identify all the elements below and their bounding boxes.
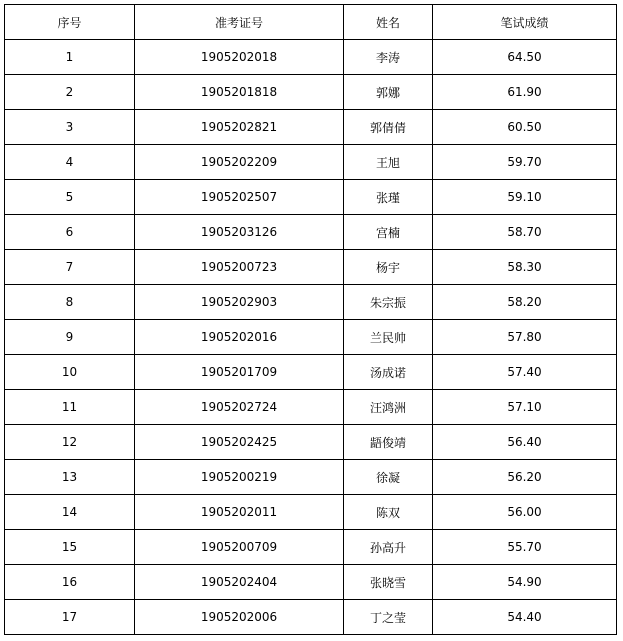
cell-name: 陈双 <box>344 495 433 530</box>
header-name: 姓名 <box>344 5 433 40</box>
cell-exam-id: 1905202016 <box>135 320 344 355</box>
table-row <box>5 495 617 530</box>
cell-score: 57.40 <box>433 355 617 390</box>
cell-name: 杨宇 <box>344 250 433 285</box>
cell-seq: 11 <box>5 390 135 425</box>
cell-name: 张瑾 <box>344 180 433 215</box>
table-row <box>5 75 617 110</box>
table-row <box>5 530 617 565</box>
cell-score: 57.80 <box>433 320 617 355</box>
table-row <box>5 320 617 355</box>
cell-exam-id: 1905200219 <box>135 460 344 495</box>
cell-seq: 12 <box>5 425 135 460</box>
table-header-row <box>5 5 617 40</box>
score-table-container <box>4 4 617 635</box>
cell-name: 徐凝 <box>344 460 433 495</box>
cell-score: 54.40 <box>433 600 617 635</box>
cell-exam-id: 1905200709 <box>135 530 344 565</box>
table-row <box>5 110 617 145</box>
table-row <box>5 180 617 215</box>
cell-name: 汤成诺 <box>344 355 433 390</box>
cell-name: 郭倩倩 <box>344 110 433 145</box>
cell-name: 朱宗振 <box>344 285 433 320</box>
cell-seq: 9 <box>5 320 135 355</box>
cell-seq: 10 <box>5 355 135 390</box>
cell-score: 56.20 <box>433 460 617 495</box>
cell-exam-id: 1905202011 <box>135 495 344 530</box>
cell-exam-id: 1905201818 <box>135 75 344 110</box>
table-row <box>5 460 617 495</box>
cell-score: 56.00 <box>433 495 617 530</box>
cell-exam-id: 1905200723 <box>135 250 344 285</box>
cell-seq: 17 <box>5 600 135 635</box>
cell-score: 60.50 <box>433 110 617 145</box>
cell-seq: 8 <box>5 285 135 320</box>
cell-exam-id: 1905202821 <box>135 110 344 145</box>
header-seq: 序号 <box>5 5 135 40</box>
header-score: 笔试成绩 <box>433 5 617 40</box>
cell-exam-id: 1905202404 <box>135 565 344 600</box>
cell-exam-id: 1905201709 <box>135 355 344 390</box>
cell-seq: 15 <box>5 530 135 565</box>
cell-score: 54.90 <box>433 565 617 600</box>
cell-name: 郭娜 <box>344 75 433 110</box>
table-row <box>5 40 617 75</box>
cell-seq: 1 <box>5 40 135 75</box>
cell-exam-id: 1905202425 <box>135 425 344 460</box>
cell-seq: 7 <box>5 250 135 285</box>
table-row <box>5 565 617 600</box>
cell-seq: 6 <box>5 215 135 250</box>
cell-name: 丁之莹 <box>344 600 433 635</box>
cell-score: 58.70 <box>433 215 617 250</box>
table-row <box>5 145 617 180</box>
cell-score: 59.70 <box>433 145 617 180</box>
cell-seq: 2 <box>5 75 135 110</box>
cell-name: 汪鸿洲 <box>344 390 433 425</box>
table-row <box>5 600 617 635</box>
cell-seq: 13 <box>5 460 135 495</box>
cell-score: 55.70 <box>433 530 617 565</box>
cell-exam-id: 1905202724 <box>135 390 344 425</box>
cell-exam-id: 1905202903 <box>135 285 344 320</box>
cell-exam-id: 1905202018 <box>135 40 344 75</box>
table-row <box>5 355 617 390</box>
cell-score: 58.30 <box>433 250 617 285</box>
header-exam-id: 准考证号 <box>135 5 344 40</box>
table-row <box>5 250 617 285</box>
cell-exam-id: 1905202507 <box>135 180 344 215</box>
table-row <box>5 285 617 320</box>
cell-seq: 16 <box>5 565 135 600</box>
cell-exam-id: 1905202006 <box>135 600 344 635</box>
table-row <box>5 390 617 425</box>
cell-name: 兰民帅 <box>344 320 433 355</box>
cell-score: 64.50 <box>433 40 617 75</box>
cell-name: 王旭 <box>344 145 433 180</box>
cell-score: 59.10 <box>433 180 617 215</box>
cell-score: 61.90 <box>433 75 617 110</box>
cell-score: 56.40 <box>433 425 617 460</box>
table-row <box>5 215 617 250</box>
cell-seq: 4 <box>5 145 135 180</box>
cell-score: 58.20 <box>433 285 617 320</box>
cell-seq: 5 <box>5 180 135 215</box>
cell-name: 李涛 <box>344 40 433 75</box>
cell-name: 龉俊靖 <box>344 425 433 460</box>
cell-seq: 3 <box>5 110 135 145</box>
cell-score: 57.10 <box>433 390 617 425</box>
cell-seq: 14 <box>5 495 135 530</box>
cell-name: 宫楠 <box>344 215 433 250</box>
score-table <box>4 4 617 635</box>
cell-name: 张晓雪 <box>344 565 433 600</box>
cell-exam-id: 1905202209 <box>135 145 344 180</box>
cell-exam-id: 1905203126 <box>135 215 344 250</box>
cell-name: 孙高升 <box>344 530 433 565</box>
table-row <box>5 425 617 460</box>
